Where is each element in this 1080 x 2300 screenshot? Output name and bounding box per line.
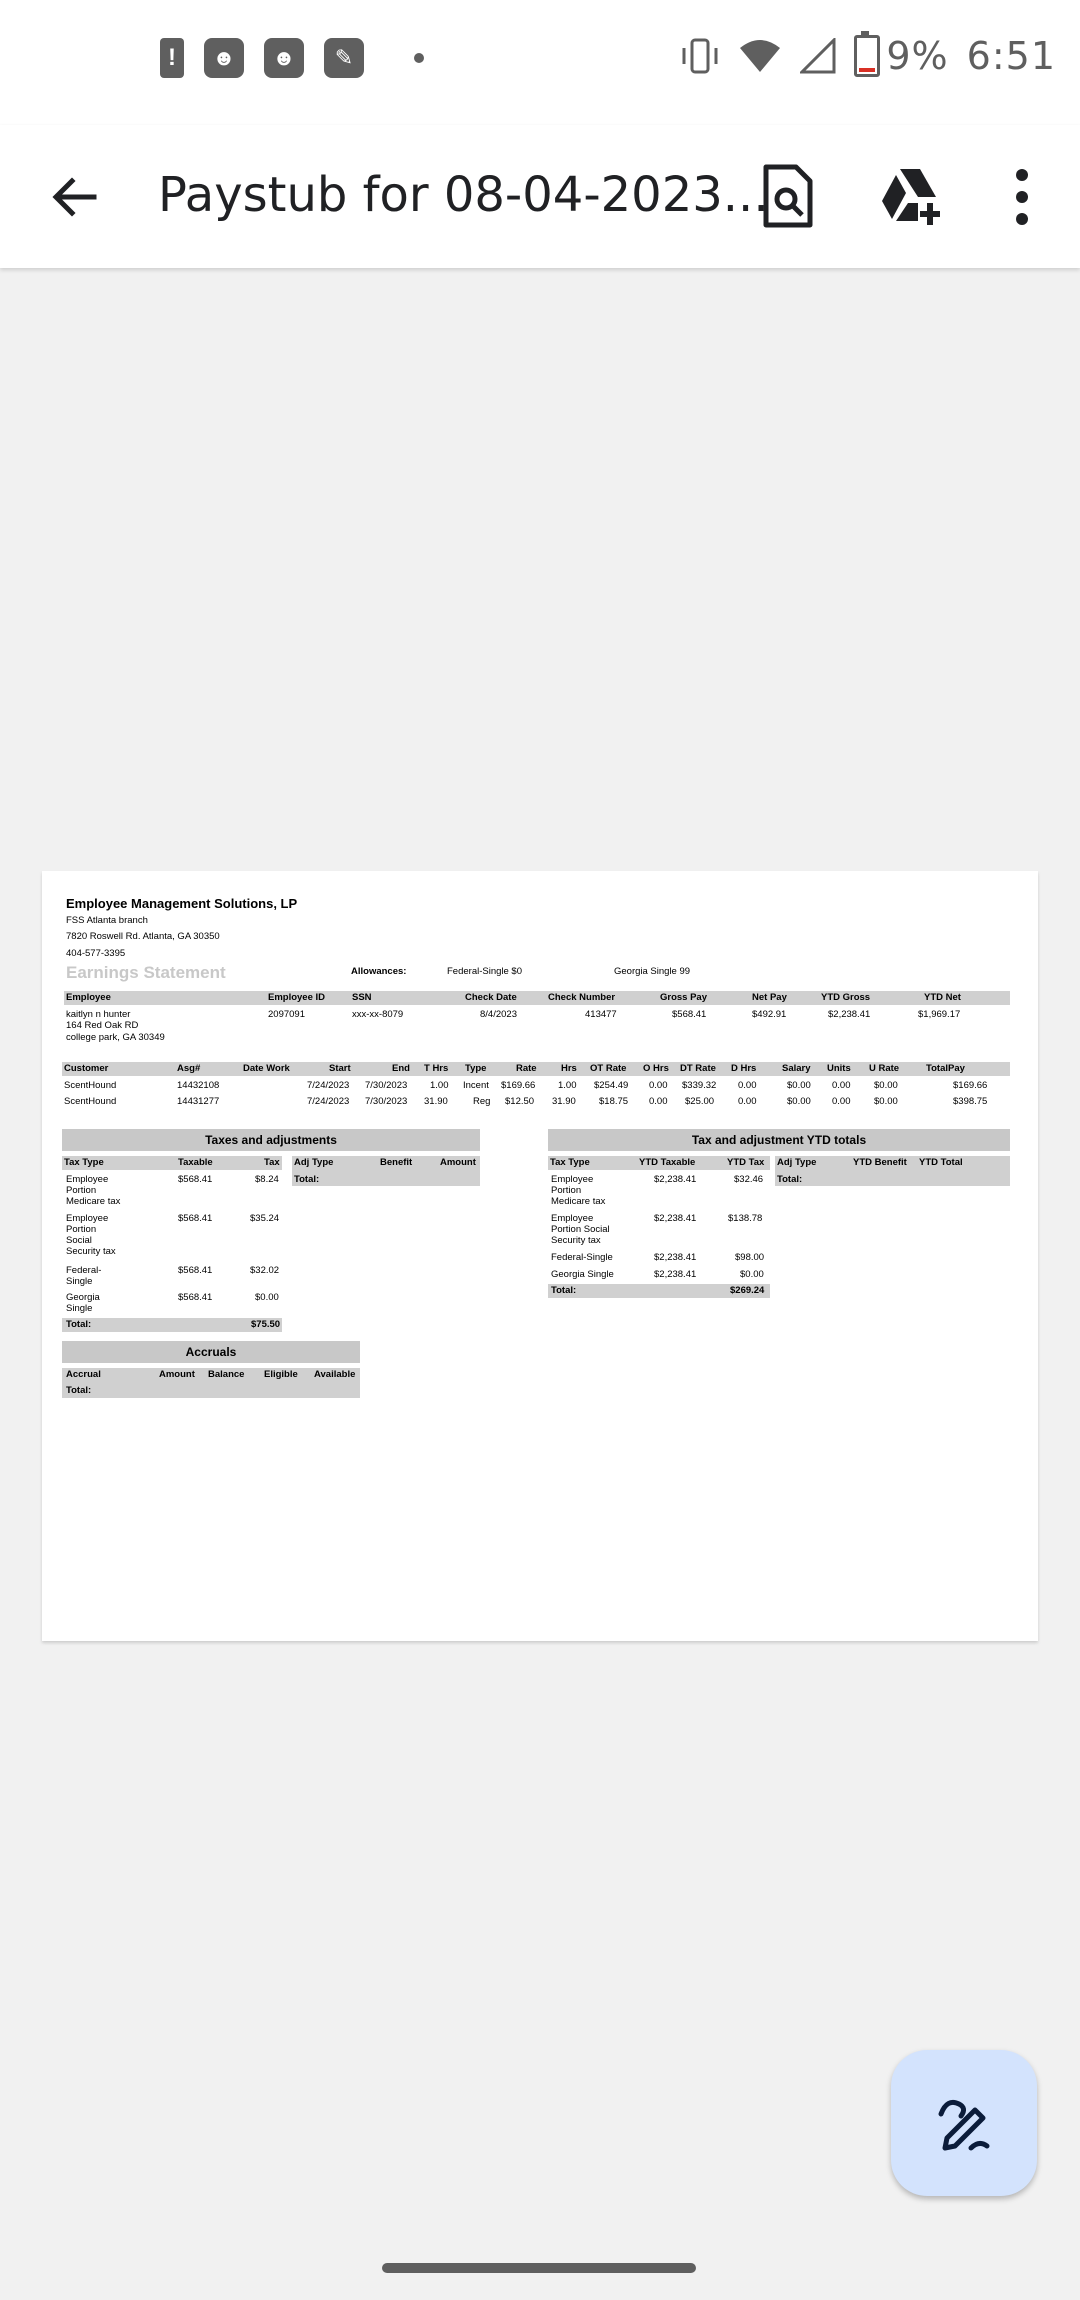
company-phone: 404-577-3395 bbox=[66, 948, 126, 959]
col-header: U Rate bbox=[869, 1063, 900, 1074]
taxes-section-title: Taxes and adjustments bbox=[62, 1129, 480, 1151]
cell-hrs: 31.90 bbox=[552, 1096, 576, 1107]
cell-dhrs: 0.00 bbox=[738, 1096, 757, 1107]
cell-rate: $12.50 bbox=[505, 1096, 535, 1107]
cell-ot-rate: $254.49 bbox=[594, 1080, 629, 1091]
employee-city: college park, GA 30349 bbox=[66, 1032, 165, 1043]
ytd-tax-type: Federal-Single bbox=[551, 1252, 613, 1263]
employee-street: 164 Red Oak RD bbox=[66, 1020, 139, 1031]
allowances-label: Allowances: bbox=[351, 966, 407, 977]
tax-amount: $35.24 bbox=[250, 1213, 280, 1224]
ytd-tax: $138.78 bbox=[728, 1213, 763, 1224]
col-header: Date Work bbox=[243, 1063, 290, 1074]
col-header: YTD Gross bbox=[821, 992, 871, 1003]
employee-ssn: xxx-xx-8079 bbox=[352, 1009, 404, 1020]
col-header: Adj Type bbox=[294, 1157, 334, 1168]
cell-salary: $0.00 bbox=[787, 1080, 811, 1091]
cell-hrs: 1.00 bbox=[558, 1080, 577, 1091]
accruals-total-label: Total: bbox=[66, 1385, 92, 1396]
col-header: Available bbox=[314, 1369, 356, 1380]
save-to-drive-icon[interactable] bbox=[878, 165, 944, 227]
col-header: Balance bbox=[208, 1369, 245, 1380]
cell-units: 0.00 bbox=[832, 1080, 851, 1091]
cell-start: 7/24/2023 bbox=[307, 1080, 350, 1091]
cell-type: Incent bbox=[463, 1080, 489, 1091]
taxes-total-bar bbox=[62, 1318, 282, 1332]
clock: 6:51 bbox=[966, 34, 1056, 78]
ytd-tax-type: Employee Portion Social Security tax bbox=[551, 1213, 610, 1246]
col-header: Tax bbox=[264, 1157, 280, 1168]
back-arrow-icon[interactable] bbox=[44, 167, 104, 227]
col-header: Check Number bbox=[548, 992, 616, 1003]
company-name: Employee Management Solutions, LP bbox=[66, 896, 298, 911]
col-header: DT Rate bbox=[680, 1063, 716, 1074]
company-address: 7820 Roswell Rd. Atlanta, GA 30350 bbox=[66, 931, 220, 942]
gesture-nav-bar[interactable] bbox=[382, 2263, 696, 2273]
battery-percent: 9% bbox=[886, 34, 949, 78]
ytd-gross: $2,238.41 bbox=[828, 1009, 871, 1020]
ytd-tax-type: Georgia Single bbox=[551, 1269, 614, 1280]
col-header: Hrs bbox=[561, 1063, 577, 1074]
edit-pen-icon bbox=[937, 2094, 991, 2152]
col-header: Net Pay bbox=[752, 992, 787, 1003]
col-header: Tax Type bbox=[550, 1157, 590, 1168]
app-notification-icon: ☻ bbox=[264, 38, 304, 78]
cell-totalpay: $169.66 bbox=[953, 1080, 988, 1091]
find-in-page-icon[interactable] bbox=[758, 163, 818, 229]
cell-totalpay: $398.75 bbox=[953, 1096, 988, 1107]
cell-dt-rate: $25.00 bbox=[685, 1096, 715, 1107]
cell-end: 7/30/2023 bbox=[365, 1096, 408, 1107]
col-header: Adj Type bbox=[777, 1157, 817, 1168]
vibrate-icon bbox=[680, 38, 720, 74]
cell-salary: $0.00 bbox=[787, 1096, 811, 1107]
ytd-taxable: $2,238.41 bbox=[654, 1213, 697, 1224]
battery-alert-icon: ! bbox=[160, 38, 184, 78]
document-page bbox=[42, 871, 1038, 1641]
ytd-total-value: $269.24 bbox=[730, 1285, 765, 1296]
col-header: Employee bbox=[66, 992, 111, 1003]
tax-amount: $8.24 bbox=[255, 1174, 279, 1185]
taxes-total-value: $75.50 bbox=[251, 1319, 281, 1330]
check-date: 8/4/2023 bbox=[480, 1009, 517, 1020]
col-header: YTD Tax bbox=[727, 1157, 765, 1168]
col-header: Units bbox=[827, 1063, 851, 1074]
more-notifications-dot bbox=[414, 53, 424, 63]
col-header: YTD Taxable bbox=[639, 1157, 696, 1168]
col-header: Customer bbox=[64, 1063, 109, 1074]
col-header: Eligible bbox=[264, 1369, 298, 1380]
col-header: YTD Net bbox=[924, 992, 961, 1003]
taxes-total-label: Total: bbox=[66, 1319, 92, 1330]
cell-dhrs: 0.00 bbox=[738, 1080, 757, 1091]
tax-amount: $0.00 bbox=[255, 1292, 279, 1303]
battery-icon bbox=[854, 35, 880, 77]
employee-id: 2097091 bbox=[268, 1009, 305, 1020]
cell-asg: 14431277 bbox=[177, 1096, 220, 1107]
status-bar bbox=[0, 0, 1080, 125]
cell-ohrs: 0.00 bbox=[649, 1096, 668, 1107]
col-header: Salary bbox=[782, 1063, 811, 1074]
accruals-section-title: Accruals bbox=[62, 1341, 360, 1363]
annotate-fab[interactable] bbox=[891, 2050, 1037, 2196]
cell-thrs: 31.90 bbox=[424, 1096, 448, 1107]
branch-name: FSS Atlanta branch bbox=[66, 915, 148, 926]
cell-urate: $0.00 bbox=[874, 1096, 898, 1107]
col-header: End bbox=[392, 1063, 410, 1074]
col-header: Rate bbox=[516, 1063, 537, 1074]
col-header: YTD Total bbox=[919, 1157, 963, 1168]
gross-pay: $568.41 bbox=[672, 1009, 707, 1020]
system-icons bbox=[680, 34, 1056, 78]
cell-start: 7/24/2023 bbox=[307, 1096, 350, 1107]
tax-type: Employee Portion Social Security tax bbox=[66, 1213, 116, 1257]
cell-end: 7/30/2023 bbox=[365, 1080, 408, 1091]
col-header: Amount bbox=[440, 1157, 476, 1168]
app-notification-icon: ☻ bbox=[204, 38, 244, 78]
cell-urate: $0.00 bbox=[874, 1080, 898, 1091]
tax-taxable: $568.41 bbox=[178, 1292, 213, 1303]
tax-amount: $32.02 bbox=[250, 1265, 280, 1276]
col-header: Start bbox=[329, 1063, 351, 1074]
page-title: Paystub for 08-04-2023... bbox=[158, 167, 769, 223]
col-header: Gross Pay bbox=[660, 992, 707, 1003]
statement-title: Earnings Statement bbox=[66, 963, 226, 982]
tax-type: Employee Portion Medicare tax bbox=[66, 1174, 121, 1207]
ytd-net: $1,969.17 bbox=[918, 1009, 961, 1020]
col-header: D Hrs bbox=[731, 1063, 757, 1074]
col-header: Type bbox=[465, 1063, 487, 1074]
cell-type: Reg bbox=[473, 1096, 491, 1107]
allowance-georgia: Georgia Single 99 bbox=[614, 966, 691, 977]
tax-type: Federal- Single bbox=[66, 1265, 102, 1287]
pen-app-icon: ✎ bbox=[324, 38, 364, 78]
notification-icons bbox=[160, 38, 424, 78]
cell-units: 0.00 bbox=[832, 1096, 851, 1107]
col-header: Asg# bbox=[177, 1063, 201, 1074]
cell-rate: $169.66 bbox=[501, 1080, 536, 1091]
tax-taxable: $568.41 bbox=[178, 1213, 213, 1224]
cell-ohrs: 0.00 bbox=[649, 1080, 668, 1091]
adj-total-label: Total: bbox=[294, 1174, 320, 1185]
col-header: Employee ID bbox=[268, 992, 326, 1003]
col-header: TotalPay bbox=[926, 1063, 965, 1074]
cell-dt-rate: $339.32 bbox=[682, 1080, 717, 1091]
check-number: 413477 bbox=[585, 1009, 617, 1020]
col-header: YTD Benefit bbox=[853, 1157, 907, 1168]
col-header: OT Rate bbox=[590, 1063, 627, 1074]
more-options-icon[interactable] bbox=[1010, 165, 1034, 229]
tax-type: Georgia Single bbox=[66, 1292, 100, 1314]
allowance-federal: Federal-Single $0 bbox=[447, 966, 522, 977]
col-header: O Hrs bbox=[643, 1063, 669, 1074]
ytd-total-label: Total: bbox=[551, 1285, 577, 1296]
cell-customer: ScentHound bbox=[64, 1080, 117, 1091]
cell-asg: 14432108 bbox=[177, 1080, 220, 1091]
tax-taxable: $568.41 bbox=[178, 1174, 213, 1185]
ytd-taxable: $2,238.41 bbox=[654, 1174, 697, 1185]
ytd-tax: $32.46 bbox=[734, 1174, 764, 1185]
cell-ot-rate: $18.75 bbox=[599, 1096, 629, 1107]
employee-name: kaitlyn n hunter bbox=[66, 1009, 131, 1020]
col-header: Accrual bbox=[66, 1369, 101, 1380]
cell-thrs: 1.00 bbox=[430, 1080, 449, 1091]
col-header: Taxable bbox=[178, 1157, 213, 1168]
net-pay: $492.91 bbox=[752, 1009, 787, 1020]
col-header: Tax Type bbox=[64, 1157, 104, 1168]
app-bar bbox=[0, 125, 1080, 268]
ytd-tax-type: Employee Portion Medicare tax bbox=[551, 1174, 606, 1207]
col-header: Benefit bbox=[380, 1157, 413, 1168]
col-header: T Hrs bbox=[424, 1063, 449, 1074]
col-header: SSN bbox=[352, 992, 372, 1003]
ytd-taxable: $2,238.41 bbox=[654, 1252, 697, 1263]
cell-customer: ScentHound bbox=[64, 1096, 117, 1107]
tax-taxable: $568.41 bbox=[178, 1265, 213, 1276]
col-header: Amount bbox=[159, 1369, 195, 1380]
col-header: Check Date bbox=[465, 992, 517, 1003]
ytd-tax: $98.00 bbox=[735, 1252, 765, 1263]
wifi-icon bbox=[738, 38, 782, 74]
ytd-tax: $0.00 bbox=[740, 1269, 764, 1280]
ytd-adj-total-label: Total: bbox=[777, 1174, 803, 1185]
paystub-document bbox=[42, 871, 1038, 1641]
ytd-taxable: $2,238.41 bbox=[654, 1269, 697, 1280]
cell-signal-icon bbox=[800, 38, 836, 74]
ytd-section-title: Tax and adjustment YTD totals bbox=[548, 1129, 1010, 1151]
